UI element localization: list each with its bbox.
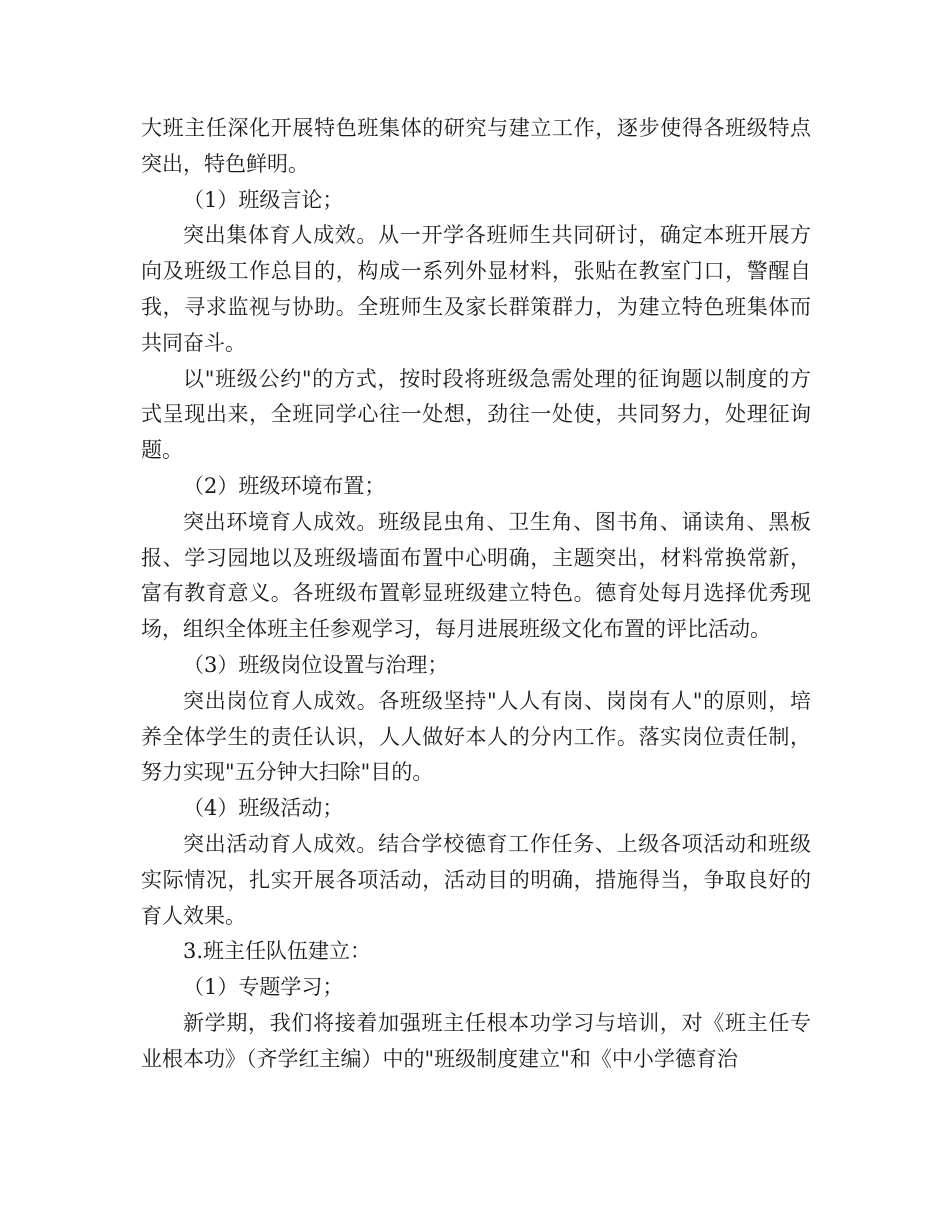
paragraph-environment-education: 突出环境育人成效。班级昆虫角、卫生角、图书角、诵读角、黑板报、学习园地以及班级墙面布置中心明确，主题突出，材料常换常新，富有教育意义。各班级布置彰显班级建立特色。德育处每月选择优秀现场，组织全体班主任参观学习，每月进展班级文化布置的评比活动。: [141, 509, 811, 642]
paragraph-class-convention: 以"班级公约"的方式，按时段将班级急需处理的征询题以制度的方式呈现出来，全班同学心往一处想，劲往一处使，共同努力，处理征询题。: [141, 366, 811, 463]
paragraph-new-semester: 新学期，我们将接着加强班主任根本功学习与培训，对《班主任专业根本功》（齐学红主编）中的"班级制度建立"和《中小学德育治: [141, 1010, 811, 1071]
paragraph-collective-education: 突出集体育人成效。从一开学各班师生共同研讨，确定本班开展方向及班级工作总目的，构成一系列外显材料，张贴在教室门口，警醒自我，寻求监视与协助。全班师生及家长群策群力，为建立特色班集体而共同奋斗。: [141, 223, 811, 355]
document-body: [141, 111, 811, 1078]
paragraph-position-education: 突出岗位育人成效。各班级坚持"人人有岗、岗岗有人"的原则，培养全体学生的责任认识，人人做好本人的分内工作。落实岗位责任制，努力实现"五分钟大扫除"目的。: [141, 688, 811, 785]
heading-class-environment: （2）班级环境布置；: [183, 473, 386, 498]
paragraph-intro: 大班主任深化开展特色班集体的研究与建立工作，逐步使得各班级特点突出，特色鲜明。: [141, 116, 811, 176]
heading-teacher-team: 3.班主任队伍建立：: [183, 939, 372, 964]
paragraph-activity-education: 突出活动育人成效。结合学校德育工作任务、上级各项活动和班级实际情况，扎实开展各项活动，活动目的明确，措施得当，争取良好的育人效果。: [141, 831, 811, 928]
heading-topic-study: （1）专题学习；: [183, 975, 344, 1000]
heading-class-motto: （1）班级言论；: [183, 187, 344, 212]
heading-class-activities: （4）班级活动；: [183, 796, 344, 821]
heading-class-positions: （3）班级岗位设置与治理；: [183, 652, 449, 677]
